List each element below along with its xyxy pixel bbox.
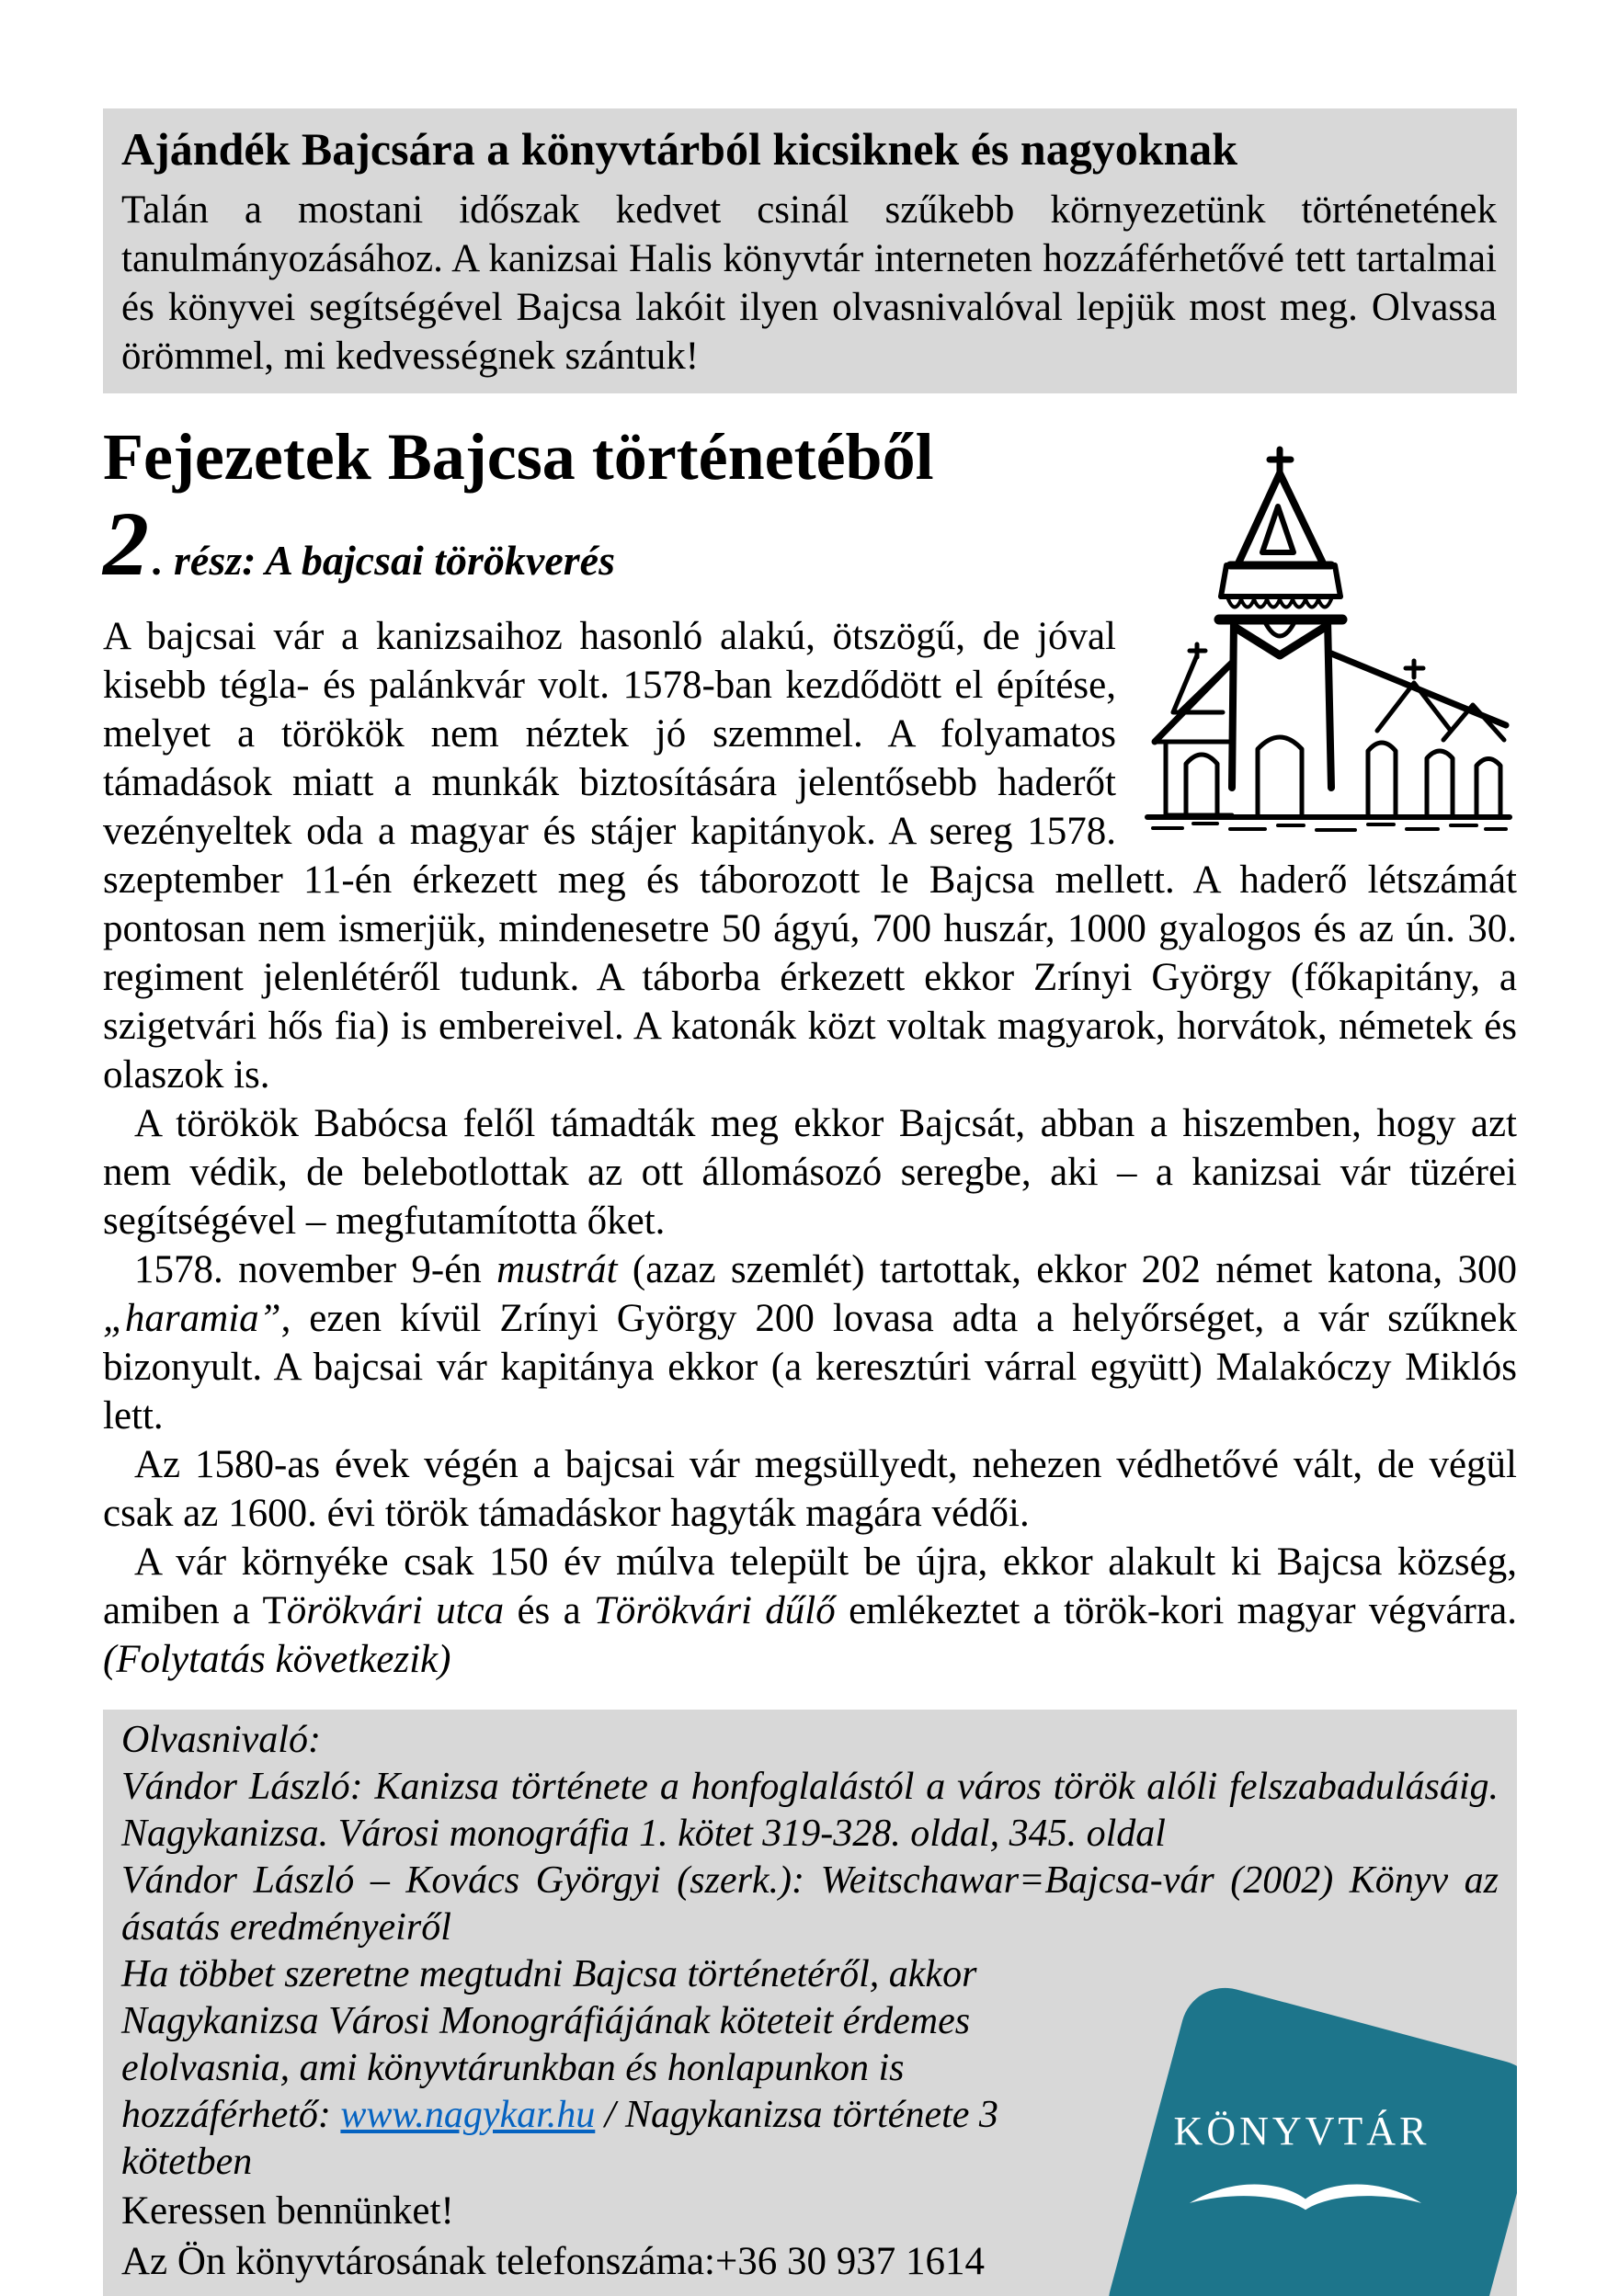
church-line-drawing-icon bbox=[1140, 426, 1517, 842]
article-paragraph: A törökök Babócsa felől támadták meg ekkor Bajcsát, abban a hiszemben, hogy azt nem védik, de belebotlottak az ott állomásozó seregbe, aki – a kanizsai vár tüzérei segítségével – megfutamította őket. bbox=[103, 1102, 1517, 1243]
library-logo bbox=[1103, 1955, 1499, 2217]
part-number: 2 bbox=[103, 493, 149, 595]
announcement-box bbox=[103, 108, 1517, 393]
announcement-body: Talán a mostani időszak kedvet csinál szűkebb környezetünk történetének tanulmányozásához. A kanizsai Halis könyvtár interneten hozzáférhetővé tett tartalmai és könyvei segítségével Bajcsa lakóit ilyen olvasnivalóval lepjük most meg. Olvassa örömmel, mi kedvességnek szántuk! bbox=[121, 188, 1497, 378]
phone-line: Az Ön könyvtárosának telefonszáma:+36 30 937 1614 bbox=[121, 2240, 985, 2283]
reading-list-heading: Olvasnivaló: bbox=[121, 1719, 321, 1761]
reference-item: Vándor László – Kovács Györgyi (szerk.): Weitschawar=Bajcsa-vár (2002) Könyv az ásatás eredményeiről bbox=[121, 1859, 1499, 1949]
article-heading: Fejezetek Bajcsa történetéből bbox=[103, 420, 934, 494]
contact-line: Keressen bennünket! bbox=[121, 2189, 454, 2233]
part-label: . rész: A bajcsai törökverés bbox=[153, 537, 615, 584]
article bbox=[103, 419, 1517, 1684]
church-illustration bbox=[1140, 426, 1517, 842]
reference-item: Ha többet szeretne megtudni Bajcsa történetéről, akkor Nagykanizsa Városi Monográfiájának köteteit érdemes elolvasnia, ami könyvtárunkban és honlapunkon is hozzáférhető: www.nagykar.hu / Nagykanizsa története 3 kötetben bbox=[121, 1953, 998, 2183]
article-paragraph: 1578. november 9-én mustrát (azaz szemlét) tartottak, ekkor 202 német katona, 300 „haramia”, ezen kívül Zrínyi György 200 lovasa adta a helyőrséget, a vár szűknek bizonyult. A bajcsai vár kapitánya ekkor (a keresztúri várral együtt) Malakóczy Miklós lett. bbox=[103, 1248, 1517, 1438]
article-paragraph: A bajcsai vár a kanizsaihoz hasonló alakú, ötszögű, de jóval kisebb tégla- és palánkvár volt. 1578-ban kezdődött el építése, melyet a törökök nem néztek jó szemmel. A folyamatos támadások miatt a munkák biztosítására jelentősebb haderőt vezényeltek oda a magyar és stájer kapitányok. A sereg 1578. szeptember 11-én érkezett meg és táborozott le Bajcsa mellett. A haderő létszámát pontosan nem ismerjük, mindenesetre 50 ágyú, 700 huszár, 1000 gyalogos és az ún. 30. regiment jelenlétéről tudunk. A táborba érkezett ekkor Zrínyi György (főkapitány, a szigetvári hős fia) is embereivel. A katonák közt voltak magyarok, horvátok, németek és olaszok is. bbox=[103, 615, 1517, 1097]
reference-item: Vándor László: Kanizsa története a honfoglalástól a város török alóli felszabadulásáig. Nagykanizsa. Városi monográfia 1. kötet 319-328. oldal, 345. oldal bbox=[121, 1766, 1499, 1855]
nagykar-link[interactable]: www.nagykar.hu bbox=[340, 2094, 596, 2136]
reading-list-box bbox=[103, 1710, 1517, 2296]
library-logo-text: KÖNYVTÁR bbox=[1173, 2108, 1431, 2154]
article-paragraph: A vár környéke csak 150 év múlva települt be újra, ekkor alakult ki Bajcsa község, amiben a Törökvári utca és a Törökvári dűlő emlékeztet a török-kori magyar végvárra. (Folytatás következik) bbox=[103, 1540, 1518, 1681]
announcement-title: Ajándék Bajcsára a könyvtárból kicsiknek és nagyoknak bbox=[121, 123, 1238, 175]
article-paragraph: Az 1580-as évek végén a bajcsai vár megsüllyedt, nehezen védhetővé vált, de végül csak az 1600. évi török támadáskor hagyták magára védői. bbox=[103, 1443, 1517, 1535]
open-book-icon bbox=[1168, 2157, 1443, 2218]
